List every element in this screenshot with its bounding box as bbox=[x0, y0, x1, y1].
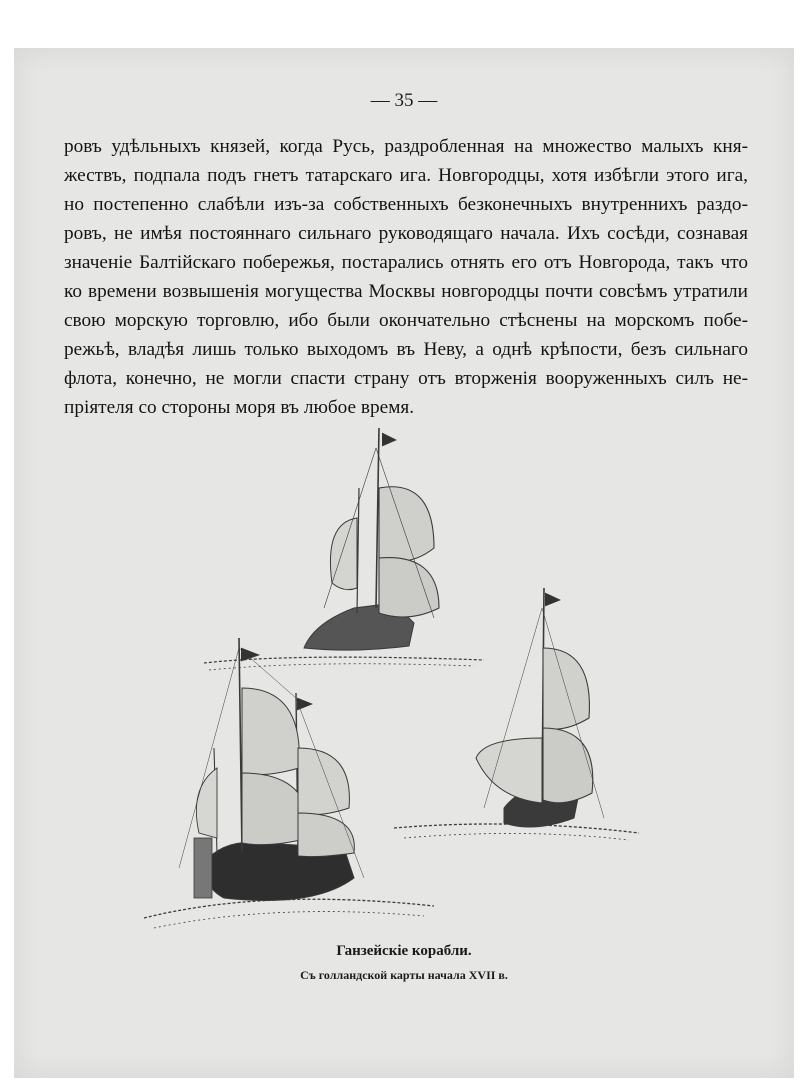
text-line: ровъ удѣльныхъ князей, когда Русь, раздробленная на множество малыхъ кня- bbox=[64, 136, 748, 157]
text-line: жествъ, подпала подъ гнетъ татарскаго ига. Новгородцы, хотя избѣгли этого ига, bbox=[64, 165, 748, 186]
caption-title: Ганзейскiе корабли. bbox=[336, 943, 472, 959]
caption-subtitle: Съ голландской карты начала XVII в. bbox=[300, 968, 508, 982]
text-line: ровъ, не имѣя постояннаго сильнаго руководящаго начала. Ихъ сосѣди, сознавая bbox=[64, 223, 748, 244]
ship-right bbox=[394, 588, 639, 840]
page-number: — 35 — bbox=[370, 90, 438, 111]
ship-bottom-left bbox=[144, 638, 434, 928]
text-line: прiятеля со стороны моря въ любое время. bbox=[64, 397, 415, 418]
text-line: но постепенно слабѣли изъ-за собственныхъ безконечныхъ внутреннихъ раздо- bbox=[64, 194, 748, 215]
text-line: ко времени возвышенiя могущества Москвы новгородцы почти совсѣмъ утратили bbox=[64, 281, 748, 302]
ship-top bbox=[204, 428, 484, 670]
text-line: свою морскую торговлю, ибо были окончательно стѣснены на морскомъ побе- bbox=[64, 310, 748, 331]
text-line: значенiе Балтiйскаго побережья, постарались отнять его отъ Новгорода, такъ что bbox=[64, 252, 748, 273]
book-page bbox=[14, 48, 794, 1078]
text-line: флота, конечно, не могли спасти страну отъ вторженiя вооруженныхъ силъ не- bbox=[64, 368, 748, 389]
text-line: режьѣ, владѣя лишь только выходомъ въ Неву, а однѣ крѣпости, безъ сильнаго bbox=[64, 339, 748, 360]
ships-illustration bbox=[14, 48, 794, 1078]
